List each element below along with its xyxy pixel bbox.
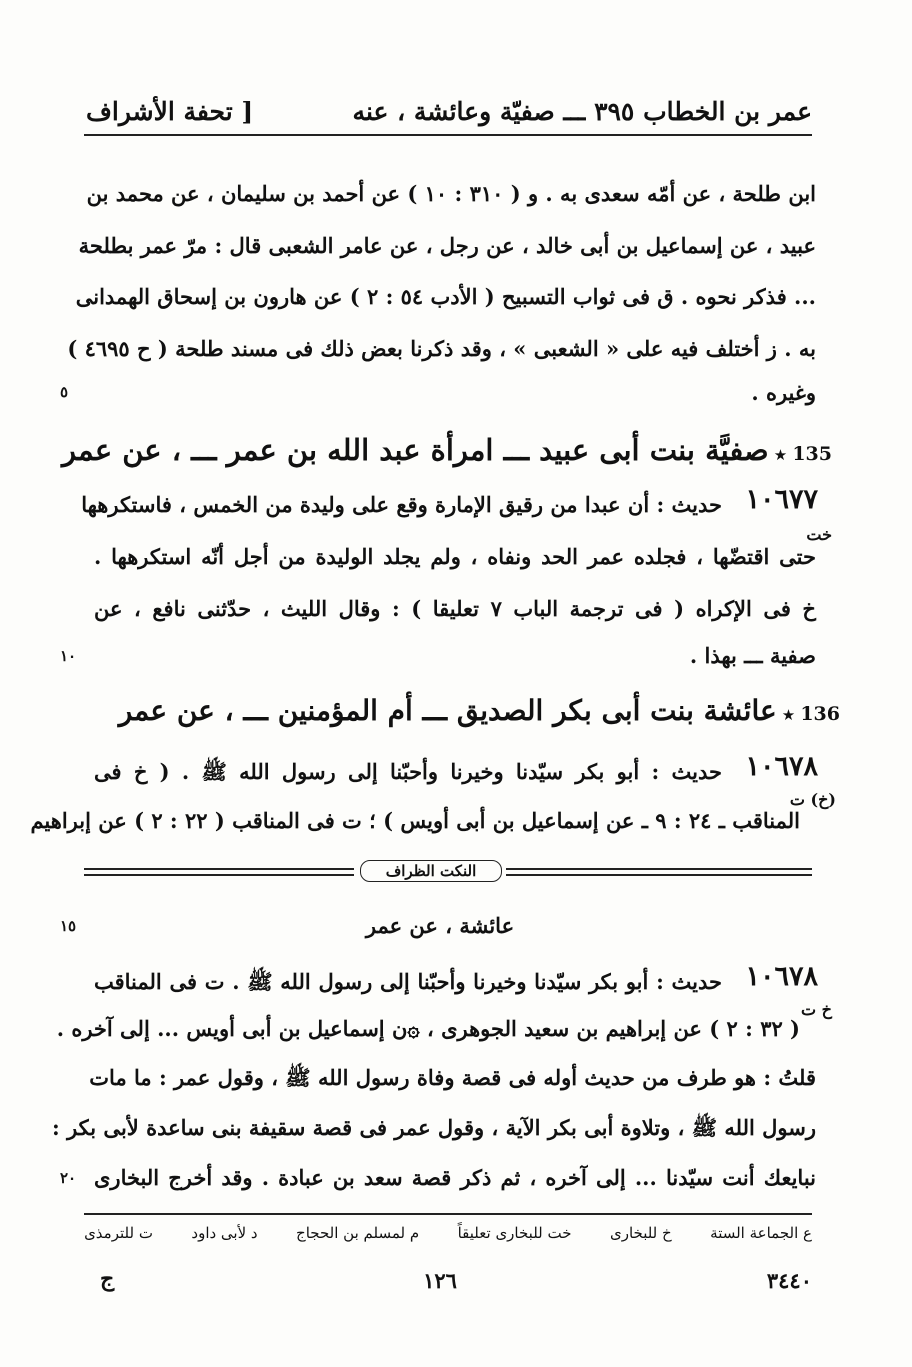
section-number: 135	[792, 443, 832, 465]
margin-line-number: ١٥	[60, 917, 77, 935]
abbreviation-legend	[84, 1224, 812, 1242]
section-title: صفيَّة بنت أبى عبيد ـــ امرأة عبد الله بن عمر ـــ ، عن عمر	[62, 433, 769, 467]
source-mark: (خ) ت	[789, 790, 836, 809]
hadith-number: ١٠٦٧٧	[745, 484, 818, 515]
star-icon: ★	[781, 706, 796, 724]
source-mark: خت	[806, 525, 832, 544]
text-line: خ فى الإكراه ( فى ترجمة الباب ٧ تعليقا ) : وقال الليث ، حدّثنى نافع ، عن	[94, 596, 816, 621]
hadith-number: ١٠٦٧٨	[745, 961, 818, 992]
page-number: ١٢٦	[423, 1268, 457, 1293]
text-line: وغيره .	[751, 380, 816, 405]
text-line: به . ز أختلف فيه على « الشعبى » ، وقد ذكرنا بعض ذلك فى مسند طلحة ( ح ٤٦٩٥ )	[67, 336, 816, 361]
text-line: حديث : أن عبدا من رقيق الإمارة وقع على وليدة من الخمس ، فاستكرهها	[81, 492, 722, 517]
hadith-range-number: ٣٤٤٠	[766, 1268, 812, 1293]
text-line: حديث : أبو بكر سيّدنا وخيرنا وأحبّنا إلى رسول الله ﷺ . ( خ فى	[94, 759, 722, 784]
star-icon: ★	[773, 446, 788, 464]
text-line: صفية ـــ بهذا .	[689, 643, 816, 668]
volume-letter: ج	[100, 1266, 115, 1292]
divider-line	[84, 868, 354, 870]
legend-item: م لمسلم بن الحجاج	[296, 1224, 420, 1242]
section-title: عائشة بنت أبى بكر الصديق ـــ أم المؤمنين ـــ ، عن عمر	[118, 694, 777, 727]
nukat-subtitle: عائشة ، عن عمر	[365, 913, 515, 938]
text-line: نبايعك أنت سيّدنا ... إلى آخره ، ثم ذكر قصة سعد بن عبادة . وقد أخرج البخارى	[94, 1165, 816, 1190]
legend-item: خ للبخارى	[609, 1224, 672, 1242]
header-rule	[84, 134, 812, 136]
text-line: ( ٣٢ : ٢ ) عن إبراهيم بن سعيد الجوهرى ، ۞ن إسماعيل بن أبى أويس ... إلى آخره .	[56, 1016, 800, 1041]
section-135-heading	[62, 433, 832, 467]
source-mark: خ ت	[801, 1000, 832, 1019]
divider-line	[84, 874, 354, 876]
margin-line-number: ١٠	[60, 647, 77, 665]
legend-item: ع الجماعة الستة	[710, 1224, 812, 1242]
running-header-right: عمر بن الخطاب ٣٩٥ ـــ صفيّة وعائشة ، عنه	[352, 97, 812, 126]
running-header-left: [ تحفة الأشراف	[86, 97, 254, 126]
text-line: المناقب ـ ٢٤ : ٩ ـ عن إسماعيل بن أبى أويس ) ؛ ت فى المناقب ( ٢٢ : ٢ ) عن إبراهيم	[30, 808, 800, 833]
section-number: 136	[800, 703, 840, 725]
divider-label: النكت الظراف	[360, 860, 502, 882]
text-line: ابن طلحة ، عن أمّه سعدى به . و ( ٣١٠ : ١٠ ) عن أحمد بن سليمان ، عن محمد بن	[86, 181, 816, 206]
footer-rule	[84, 1213, 812, 1215]
section-136-heading	[119, 694, 840, 727]
hadith-number: ١٠٦٧٨	[745, 751, 818, 782]
text-line: عبيد ، عن إسماعيل بن أبى خالد ، عن رجل ، عن عامر الشعبى قال : مرّ عمر بطلحة	[78, 233, 816, 258]
text-line: قلتُ : هو طرف من حديث أوله فى قصة وفاة رسول الله ﷺ ، وقول عمر : ما مات	[89, 1065, 816, 1090]
legend-item: د لأبى داود	[191, 1224, 258, 1242]
text-line: ... فذكر نحوه . ق فى ثواب التسبيح ( الأدب ٥٤ : ٢ ) عن هارون بن إسحاق الهمدانى	[75, 284, 816, 309]
legend-item: ت للترمذى	[84, 1224, 153, 1242]
margin-line-number: ٥	[60, 383, 69, 401]
text-line: حتى اقتضّها ، فجلده عمر الحد ونفاه ، ولم يجلد الوليدة من أجل أنّه استكرهها .	[94, 544, 816, 569]
margin-line-number: ٢٠	[60, 1169, 77, 1187]
text-line: حديث : أبو بكر سيّدنا وخيرنا وأحبّنا إلى رسول الله ﷺ . ت فى المناقب	[94, 969, 722, 994]
divider-line	[506, 868, 812, 870]
legend-item: خت للبخارى تعليقاً	[457, 1224, 572, 1242]
divider-line	[506, 874, 812, 876]
text-line: رسول الله ﷺ ، وتلاوة أبى بكر الآية ، وقول عمر فى قصة سقيفة بنى ساعدة لأبى بكر :	[52, 1115, 816, 1140]
